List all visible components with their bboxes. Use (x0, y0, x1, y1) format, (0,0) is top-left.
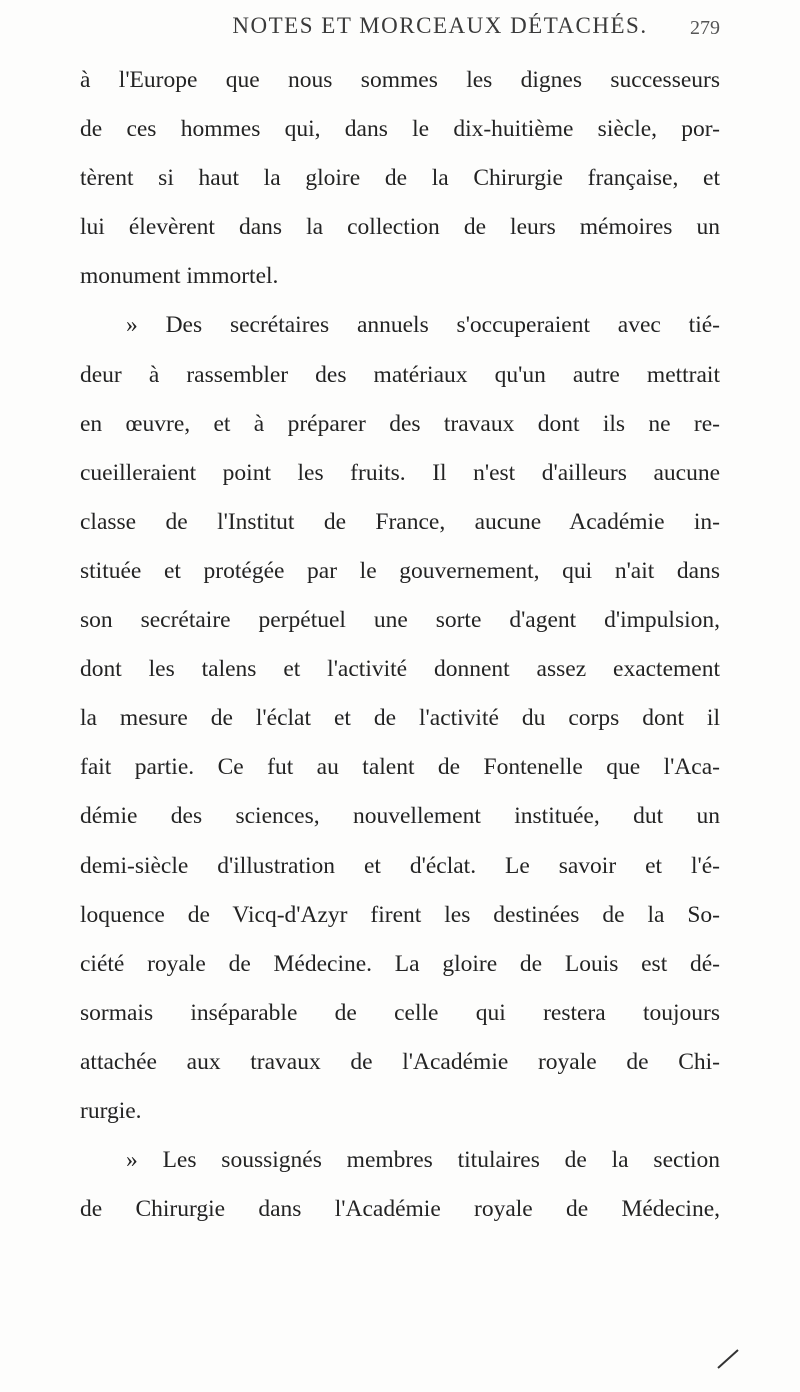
text-line: attachée aux travaux de l'Académie royale de Chi- (80, 1048, 720, 1075)
text-line: sormais inséparable de celle qui restera toujours (80, 999, 720, 1026)
text-line: dont les talens et l'activité donnent assez exactement (80, 656, 720, 683)
text-line: à l'Europe que nous sommes les dignes successeurs (80, 67, 720, 93)
text-line: monument immortel. (80, 263, 279, 290)
text-line: de Chirurgie dans l'Académie royale de Médecine, (80, 1196, 720, 1223)
text-line: demi-siècle d'illustration et d'éclat. Le savoir et l'é- (80, 852, 720, 879)
text-line: démie des sciences, nouvellement instituée, dut un (80, 803, 720, 830)
text-line: lui élevèrent dans la collection de leurs mémoires un (80, 214, 720, 241)
page-header (0, 6, 800, 46)
text-line: la mesure de l'éclat et de l'activité du corps dont il (80, 705, 720, 732)
text-line: » Les soussignés membres titulaires de la section (126, 1147, 720, 1174)
text-line: rurgie. (80, 1097, 142, 1124)
text-line: de ces hommes qui, dans le dix-huitième siècle, por- (80, 116, 720, 143)
text-line: fait partie. Ce fut au talent de Fontenelle que l'Aca- (80, 754, 720, 781)
running-head: NOTES ET MORCEAUX DÉTACHÉS. (232, 13, 648, 38)
text-line: loquence de Vicq-d'Azyr firent les destinées de la So- (80, 901, 720, 928)
text-line: deur à rassembler des matériaux qu'un autre mettrait (80, 361, 720, 388)
text-line: en œuvre, et à préparer des travaux dont ils ne re- (80, 410, 720, 437)
text-line: son secrétaire perpétuel une sorte d'agent d'impulsion, (80, 607, 720, 634)
body-text (80, 56, 720, 1234)
text-line: cueilleraient point les fruits. Il n'est d'ailleurs aucune (80, 459, 720, 486)
text-line: » Des secrétaires annuels s'occuperaient avec tié- (126, 312, 720, 339)
text-line: classe de l'Institut de France, aucune Académie in- (80, 508, 720, 535)
text-line: stituée et protégée par le gouvernement, qui n'ait dans (80, 557, 720, 584)
page-number: 279 (690, 17, 720, 39)
text-line: ciété royale de Médecine. La gloire de Louis est dé- (80, 950, 720, 977)
text-line: tèrent si haut la gloire de la Chirurgie française, et (80, 165, 720, 192)
stray-mark (716, 1348, 740, 1370)
